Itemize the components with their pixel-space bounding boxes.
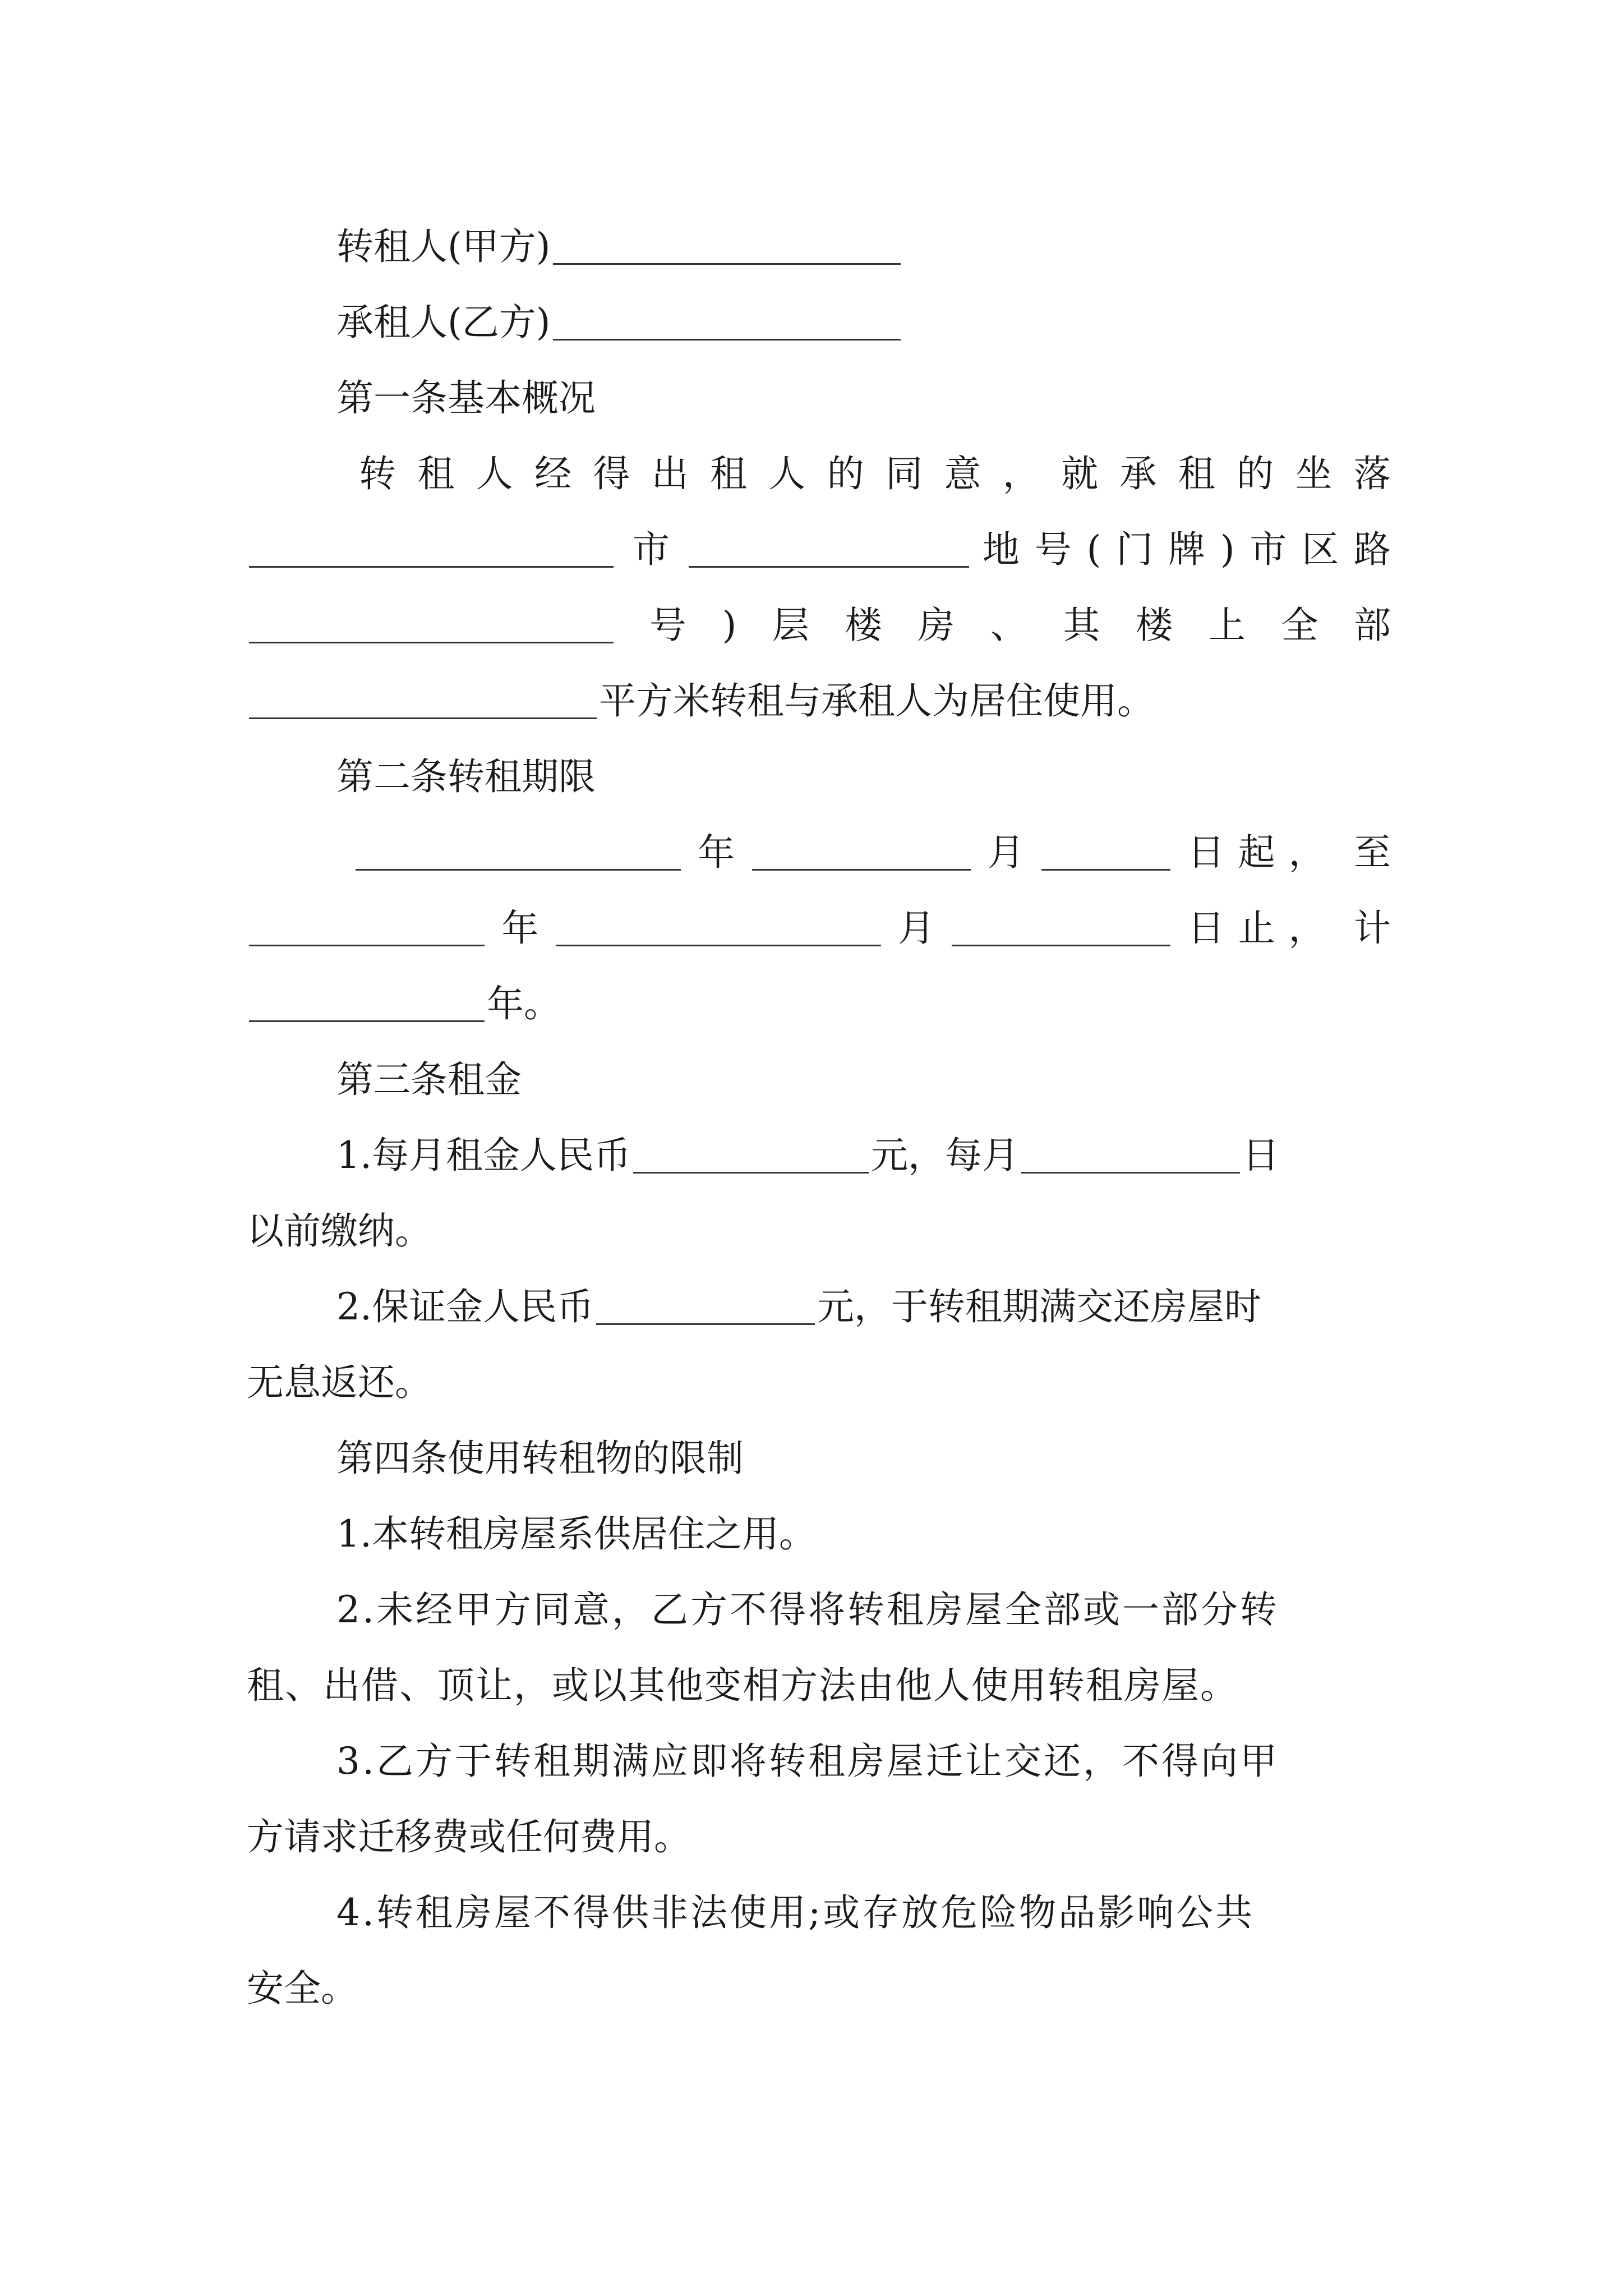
floor-char: 楼 [845,604,882,647]
start-month-blank[interactable] [752,835,971,871]
deposit-text: 元，于转租期满交还房屋时 [817,1285,1261,1328]
consent-char: 落 [1353,452,1391,495]
road-blank[interactable] [249,608,614,643]
party-b-blank[interactable] [553,305,901,341]
address-char: 号 [1034,528,1072,571]
article-4-item-3-cont: 方请求迁移费或任何费用。 [247,1815,691,1858]
floor-char: 房 [917,604,955,647]
article-2-line-2 [247,898,1391,959]
address-char: 门 [1116,528,1154,571]
article-3-item-1 [247,1125,1391,1186]
consent-char: 出 [651,452,689,495]
consent-char: 坐 [1295,452,1332,495]
rent-unit-label: 元，每月 [870,1134,1019,1177]
total-label: 计 [1353,907,1391,950]
rent-day-label: 日 [1242,1134,1279,1177]
consent-char: 意 [944,452,981,495]
consent-char: 租 [1178,452,1215,495]
area-usage-text: 平方米转租与承租人为居住使用。 [599,679,1154,723]
total-years-label: 年。 [487,982,561,1025]
article-3-title: 第三条租金 [336,1058,522,1101]
start-year-label: 年 [698,831,735,874]
floor-char: ) [722,604,737,647]
article-4-item-3: 3.乙方于转租期满应即将转租房屋迁让交还，不得向甲 [336,1740,1279,1783]
location-blank[interactable] [249,532,614,568]
address-label [983,519,1391,581]
start-day-blank[interactable] [1041,835,1170,871]
article-2-line-3 [247,973,1391,1035]
end-day-blank[interactable] [952,911,1170,946]
article-4-item-1: 1.本转租房屋系供居住之用。 [336,1512,816,1556]
total-years-blank[interactable] [249,987,485,1022]
to-label: 至 [1353,831,1391,874]
consent-char: 的 [827,452,864,495]
address-char: 路 [1354,528,1391,571]
address-char: ) [1220,528,1235,571]
consent-char: 同 [886,452,923,495]
floor-char: 号 [649,604,686,647]
end-day-label: 日止， [1187,907,1339,950]
end-month-label: 月 [897,907,935,950]
floor-char: 全 [1281,604,1318,647]
article-1-line-3 [247,595,1391,656]
article-4-item-4-cont: 安全。 [247,1967,358,2010]
start-day-label: 日起， [1187,831,1339,874]
floor-char: 、 [990,604,1027,647]
city-label: 市 [633,528,670,571]
consent-char: 租 [710,452,748,495]
consent-char: 人 [768,452,806,495]
consent-char: ， [1002,452,1040,495]
end-month-blank[interactable] [556,911,881,946]
consent-char: 人 [476,452,513,495]
rent-day-blank[interactable] [1021,1138,1240,1174]
deposit-amount-blank[interactable] [596,1290,815,1325]
address-char: 牌 [1168,528,1205,571]
party-a-blank[interactable] [553,229,901,265]
deposit-label: 2.保证金人民币 [336,1285,594,1328]
consent-char: 经 [534,452,572,495]
article-4-title: 第四条使用转租物的限制 [336,1437,744,1480]
floor-char: 上 [1208,604,1246,647]
rent-label: 1.每月租金人民币 [336,1134,631,1177]
area-blank[interactable] [249,684,597,719]
city-blank[interactable] [689,532,969,568]
article-3-item-2-cont: 无息返还。 [247,1361,432,1404]
article-3-item-1-cont: 以前缴纳。 [247,1209,432,1253]
address-char: 区 [1302,528,1339,571]
consent-char: 的 [1237,452,1274,495]
consent-char: 承 [1119,452,1157,495]
consent-char: 转 [359,452,396,495]
rent-amount-blank[interactable] [633,1138,869,1174]
article-1-title: 第一条基本概况 [336,376,596,420]
end-year-label: 年 [501,907,539,950]
article-2-title: 第二条转租期限 [336,755,596,798]
floor-char: 层 [772,604,809,647]
address-char: 市 [1249,528,1287,571]
party-b-line [247,292,1391,353]
article-3-item-2 [247,1276,1391,1338]
consent-char: 就 [1061,452,1099,495]
consent-char: 租 [417,452,455,495]
party-a-label: 转租人(甲方) [336,225,551,268]
article-1-line-4 [247,670,1391,732]
end-year-blank[interactable] [249,911,485,946]
consent-char: 得 [593,452,630,495]
start-year-blank[interactable] [356,835,681,871]
article-4-item-2: 2.未经甲方同意，乙方不得将转租房屋全部或一部分转 [336,1588,1279,1631]
floor-label [649,595,1391,656]
floor-char: 楼 [1136,604,1173,647]
floor-char: 其 [1063,604,1100,647]
party-b-label: 承租人(乙方) [336,301,551,344]
article-2-line-1 [247,822,1391,884]
article-4-item-4: 4.转租房屋不得供非法使用;或存放危险物品影响公共 [336,1891,1255,1934]
address-char: 地 [983,528,1020,571]
address-char: ( [1086,528,1101,571]
article-4-item-2-cont: 租、出借、顶让，或以其他变相方法由他人使用转租房屋。 [247,1664,1238,1707]
floor-char: 部 [1354,604,1391,647]
start-month-label: 月 [987,831,1025,874]
article-1-line-1 [247,443,1391,505]
party-a-line [247,216,1391,278]
article-1-line-2 [247,519,1391,581]
